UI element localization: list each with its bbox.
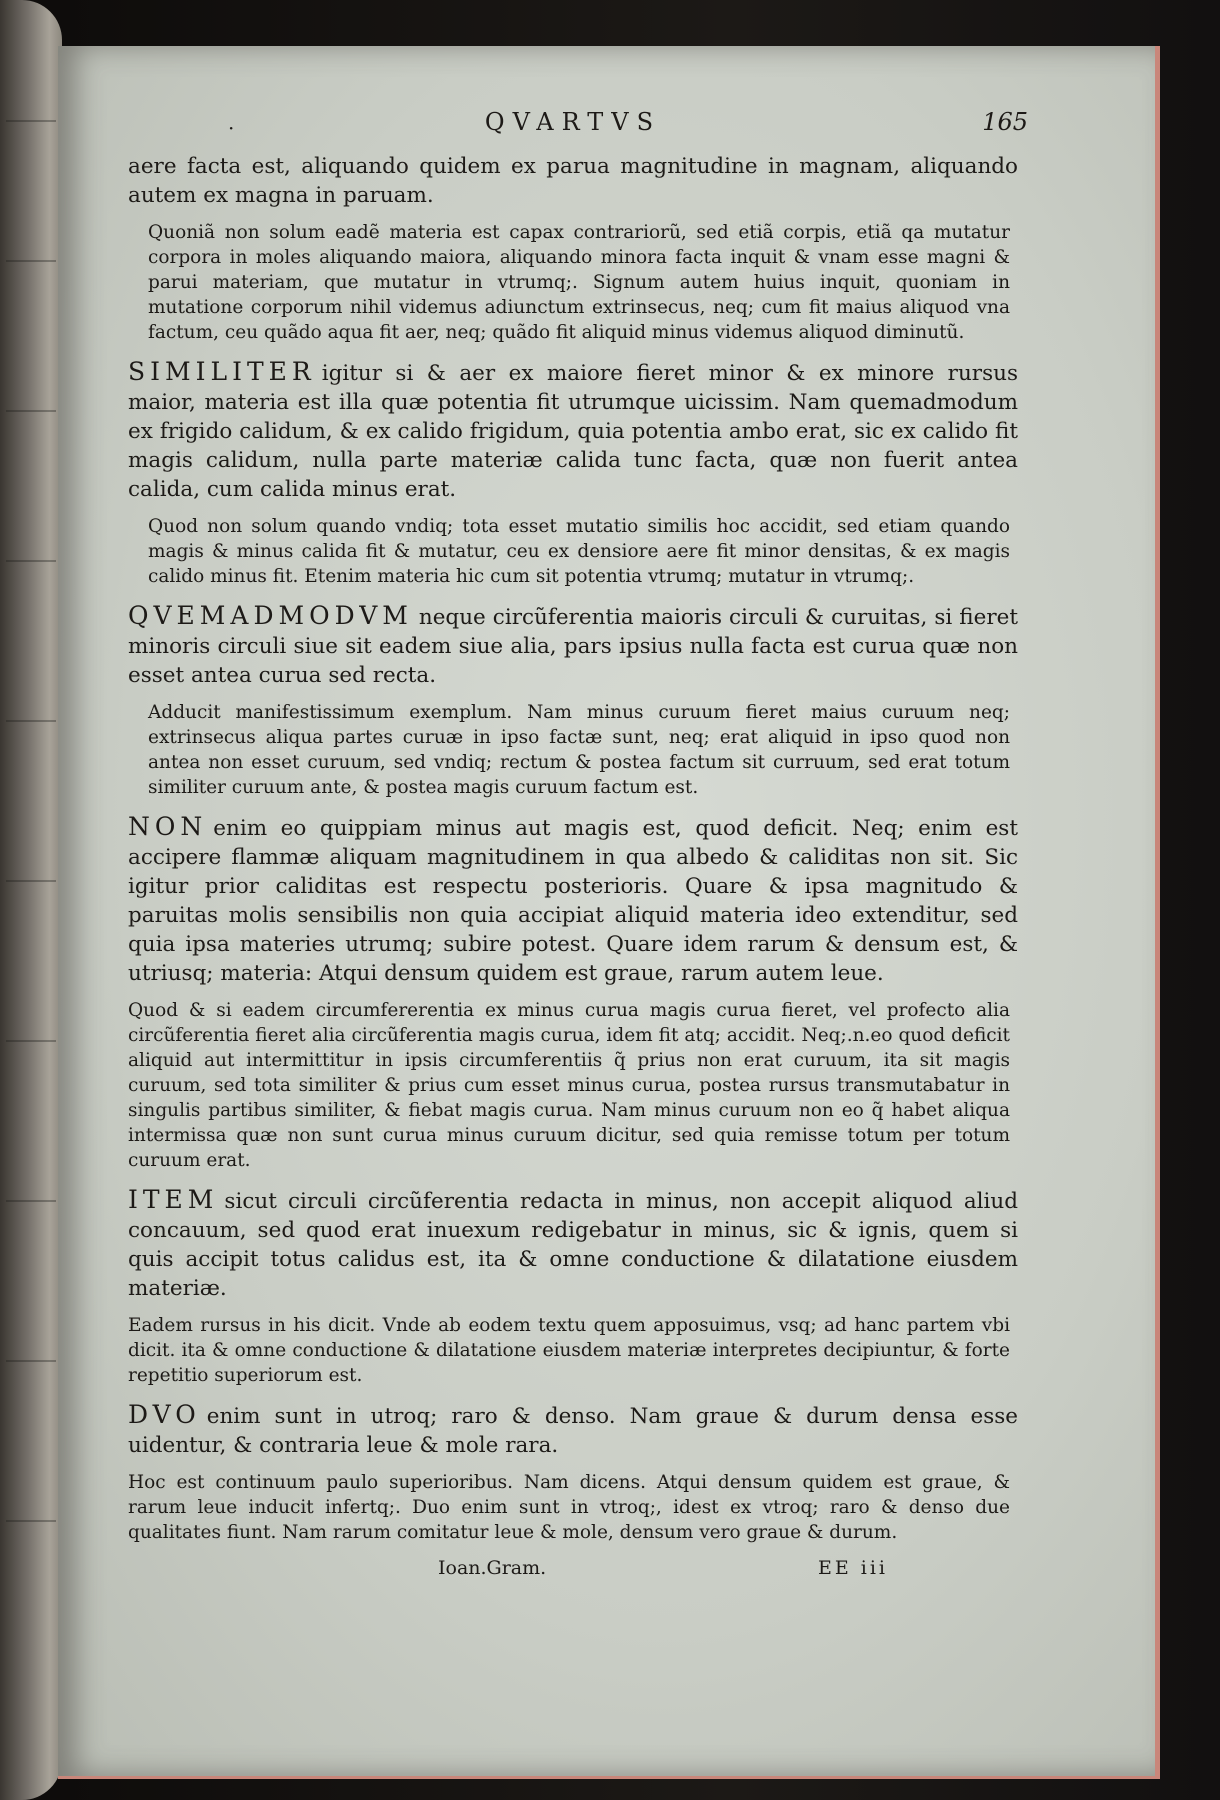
- paragraph-body: enim eo quippiam minus aut magis est, quod deficit. Neq; enim est accipere flammæ aliquam magnitudinem in qua albedo & caliditas non sit. Sic igitur prior caliditas est respectu posterioris. Quare & ipsa magnitudo & paruitas molis sensibilis non quia accipiat aliquid materia ideo extenditur, sed quia ipsa materies utrumq; subire potest. Quare idem rarum & densum est, & utriusq; materia: Atqui densum quidem est graue, rarum autem leue.: [128, 816, 1018, 986]
- running-head-title: QVARTVS: [484, 108, 662, 136]
- gathering-signature: EE iii: [818, 1557, 889, 1579]
- commentary-paragraph: [148, 220, 1010, 345]
- text-paragraph: [128, 1185, 1018, 1303]
- lead-word: ITEM: [128, 1185, 219, 1214]
- commentary-paragraph: [128, 1313, 1010, 1388]
- commentary-body: Eadem rursus in his dicit. Vnde ab eodem textu quem apposuimus, vsq; ad hanc partem vbi dicit. ita & omne conductione & dilatatione eiusdem materiæ interpretes decipiuntur, & forte repetitio superiorum est.: [128, 1315, 1010, 1386]
- commentary-paragraph: [148, 700, 1010, 800]
- page-number: 165: [982, 108, 1028, 136]
- text-paragraph: [128, 812, 1018, 988]
- commentary-body: Quod & si eadem circumfererentia ex minus curua magis curua fieret, vel profecto alia circũferentia fieret alia circũferentia magis curua, idem fit atq; accidit. Neq;.n.eo quod deficit aliquid aut intermittitur in ipsis circumferentiis q̃ prius non erat curuum, ita sit magis curuum, sed tota similiter & prius cum esset minus curua, postea rursus transmutabatur in singulis partibus similiter, & fiebat magis curua. Nam minus curuum non eo q̃ habet aliqua intermissa quæ non sunt curua minus curuum dicitur, sed quia remisse totum per totum curuum erat.: [128, 1000, 1010, 1171]
- commentary-body: Quoniã non solum eadẽ materia est capax contrariorũ, sed etiã corpis, etiã qa mutatur corpora in moles aliquando maiora, aliquando minora facta inquit & vnam esse magni & parui materiam, que mutatur in vtrumq;. Signum autem huius inquit, quoniam in mutatione corporum nihil videmus adiunctum extrinsecus, neq; cum fit maius aliquod vna factum, ceu quãdo aqua fit aer, neq; quãdo fit aliquid minus videmus aliquod diminutũ.: [148, 222, 1010, 343]
- commentary-paragraph: [148, 514, 1010, 589]
- lead-word: SIMILITER: [128, 357, 316, 386]
- lead-word: NON: [128, 812, 208, 841]
- commentary-paragraph: [128, 1470, 1010, 1545]
- text-paragraph: [128, 152, 1018, 210]
- text-paragraph: [128, 1400, 1018, 1460]
- paragraph-body: neque circũferentia maioris circuli & curuitas, si fieret minoris circuli siue sit eadem siue alia, pars ipsius nulla facta est curua quæ non esset antea curua sed recta.: [128, 605, 1018, 688]
- commentary-paragraph: [128, 998, 1010, 1173]
- lead-word: QVEMADMODVM: [128, 601, 413, 630]
- paragraph-body: aere facta est, aliquando quidem ex parua magnitudine in magnam, aliquando autem ex magna in paruam.: [128, 154, 1018, 208]
- running-head: [128, 108, 1028, 148]
- paragraph-body: igitur si & aer ex maiore fieret minor & ex minore rursus maior, materia est illa quæ potentia fit utrumque uicissim. Nam quemadmodum ex frigido calidum, & ex calido frigidum, quia potentia ambo erat, sic ex calido fit magis calidum, nulla parte materiæ calida tunc facta, quæ non fuerit antea calida, cum calida minus erat.: [128, 361, 1018, 502]
- commentary-body: Hoc est continuum paulo superioribus. Nam dicens. Atqui densum quidem est graue, & rarum leue inducit infertq;. Duo enim sunt in vtroq;, idest ex vtroq; raro & denso due qualitates fiunt. Nam rarum comitatur leue & mole, densum vero graue & durum.: [128, 1472, 1010, 1543]
- facing-page-edge: [0, 0, 62, 1800]
- text-paragraph: [128, 601, 1018, 690]
- paragraph-body: sicut circuli circũferentia redacta in minus, non accepit aliquod aliud concauum, sed quod erat inuexum redigebatur in minus, sic & ignis, quem si quis accipit totus calidus est, ita & omne conductione & dilatatione eiusdem materiæ.: [128, 1189, 1018, 1301]
- lead-word: DVO: [128, 1400, 201, 1429]
- commentary-body: Quod non solum quando vndiq; tota esset mutatio similis hoc accidit, sed etiam quando magis & minus calida fit & mutatur, ceu ex densiore aere fit minor densitas, & ex magis calido minus fit. Etenim materia hic cum sit potentia vtrumq; mutatur in vtrumq;.: [148, 516, 1010, 587]
- text-paragraph: [128, 357, 1018, 504]
- running-head-marker: ·: [228, 116, 235, 140]
- page-footer: [128, 1557, 1018, 1591]
- commentary-body: Adducit manifestissimum exemplum. Nam minus curuum fieret maius curuum neq; extrinsecus aliqua partes curuæ in ipso factæ sunt, neq; erat aliquid in ipso quod non antea non esset curuum, sed vndiq; rectum & postea factum sit curruum, sed erat totum similiter curuum ante, & postea magis curuum factum est.: [148, 702, 1010, 798]
- printer-signature: Ioan.Gram.: [438, 1557, 547, 1579]
- page-content: [128, 108, 1028, 1591]
- book-page: [58, 46, 1160, 1779]
- paragraph-body: enim sunt in utroq; raro & denso. Nam graue & durum densa esse uidentur, & contraria leue & mole rara.: [128, 1404, 1018, 1458]
